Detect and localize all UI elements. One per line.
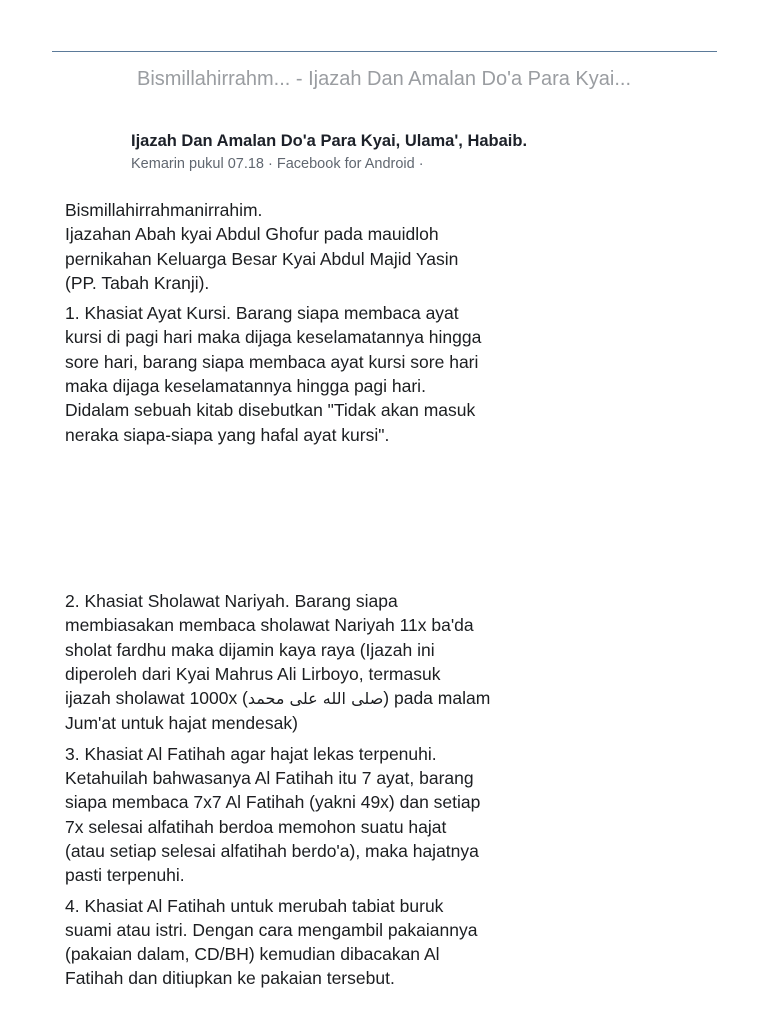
paragraph-intro — [65, 198, 535, 295]
arabic-text: صلى الله على محمد — [247, 689, 384, 709]
text-line: sore hari, barang siapa membaca ayat kursi sore hari — [65, 351, 479, 372]
text-line: (atau setiap selesai alfatihah berdo'a), maka hajatnya — [65, 840, 479, 861]
text-line: 2. Khasiat Sholawat Nariyah. Barang siapa — [65, 590, 398, 611]
text-before-arabic: ijazah sholawat 1000x ( — [65, 688, 248, 709]
top-divider — [52, 51, 717, 52]
text-line: Bismillahirrahmanirrahim. — [65, 200, 263, 220]
text-line: Ijazahan Abah kyai Abdul Ghofur pada mauidloh — [65, 224, 439, 245]
text-line: neraka siapa-siapa yang hafal ayat kursi". — [65, 424, 390, 445]
post-header — [131, 132, 527, 172]
text-line: kursi di pagi hari maka dijaga keselamatannya hingga — [65, 327, 482, 348]
page-title: Bismillahirrahm... - Ijazah Dan Amalan Do'a Para Kyai... — [136, 68, 631, 90]
text-line: siapa membaca 7x7 Al Fatihah (yakni 49x) dan setiap — [65, 792, 481, 813]
post-meta: Kemarin pukul 07.18 · Facebook for Android · — [131, 156, 424, 172]
text-line: Didalam sebuah kitab disebutkan "Tidak akan masuk — [65, 400, 476, 421]
text-line: 4. Khasiat Al Fatihah untuk merubah tabiat buruk — [65, 895, 444, 916]
text-line: diperoleh dari Kyai Mahrus Ali Lirboyo, termasuk — [65, 663, 441, 684]
paragraph-item-2 — [65, 589, 535, 736]
text-line: (pakaian dalam, CD/BH) kemudian dibacakan Al — [65, 944, 440, 965]
text-line: Fatihah dan ditiupkan ke pakaian tersebut. — [65, 968, 395, 989]
text-line: 3. Khasiat Al Fatihah agar hajat lekas terpenuhi. — [65, 743, 437, 764]
blank-space — [65, 453, 535, 589]
text-line: 1. Khasiat Ayat Kursi. Barang siapa membaca ayat — [65, 303, 459, 324]
text-line: sholat fardhu maka dijamin kaya raya (Ijazah ini — [65, 639, 435, 660]
post-body — [65, 198, 535, 997]
text-line: (PP. Tabah Kranji). — [65, 272, 210, 293]
text-line: maka dijaga keselamatannya hingga pagi hari. — [65, 376, 426, 397]
text-line: pernikahan Keluarga Besar Kyai Abdul Majid Yasin — [65, 248, 459, 269]
text-line: Ketahuilah bahwasanya Al Fatihah itu 7 ayat, barang — [65, 768, 474, 789]
text-line: membiasakan membaca sholawat Nariyah 11x ba'da — [65, 615, 474, 636]
paragraph-item-1 — [65, 301, 535, 447]
text-line-mixed — [65, 686, 535, 711]
text-line: pasti terpenuhi. — [65, 865, 185, 886]
text-after-arabic: ) pada malam — [383, 688, 491, 709]
text-line: Jum'at untuk hajat mendesak) — [65, 713, 298, 734]
text-line: suami atau istri. Dengan cara mengambil pakaiannya — [65, 919, 478, 940]
paragraph-item-3 — [65, 742, 535, 888]
post-title[interactable]: Ijazah Dan Amalan Do'a Para Kyai, Ulama', Habaib. — [131, 132, 528, 150]
paragraph-item-4 — [65, 894, 535, 991]
text-line: 7x selesai alfatihah berdoa memohon suatu hajat — [65, 816, 447, 837]
